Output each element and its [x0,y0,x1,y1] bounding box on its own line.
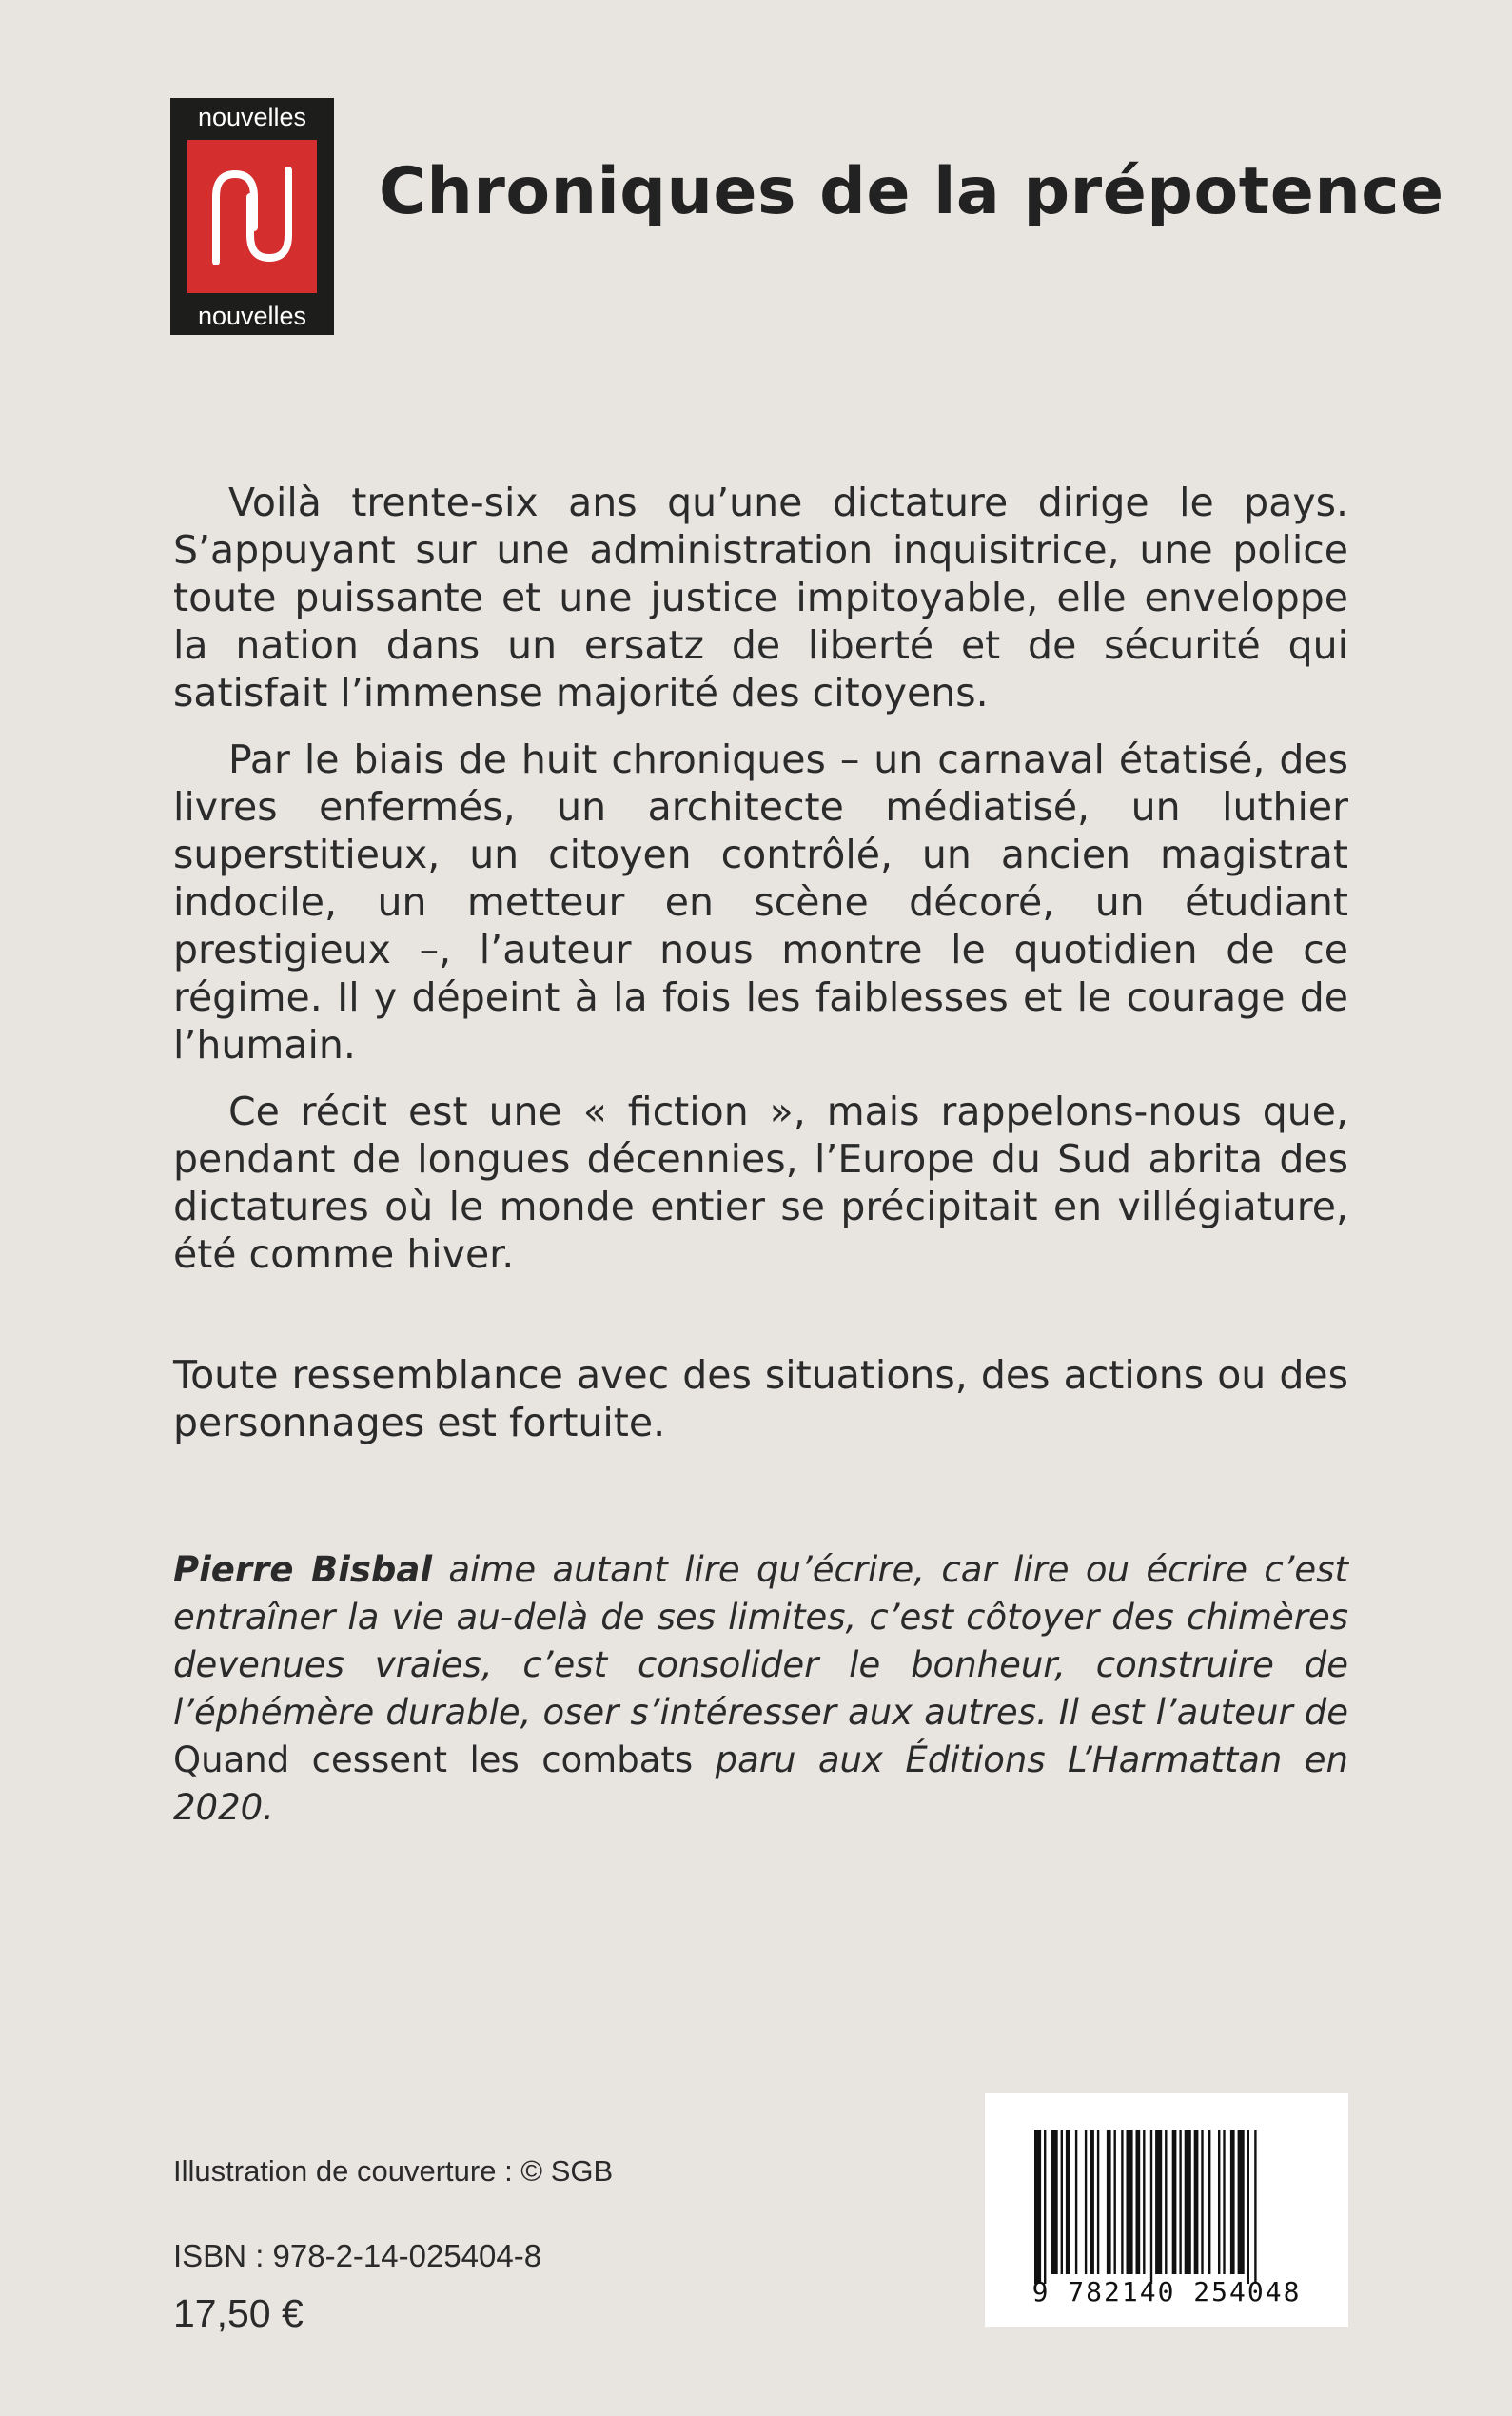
barcode-bar [1121,2130,1123,2274]
author-bio-text: aime autant lire qu’écrire, car lire ou écrire c’est entraîner la vie au-delà de ses limites, c’est côtoyer des chimères devenues vraies, c’est consolider le bonheur, construire de l’éphémère durable, oser s’intéresser aux autres. Il est l’auteur de [173,1549,1348,1733]
barcode-bar [1238,2130,1245,2274]
barcode-bar [1034,2130,1041,2284]
book-title: Chroniques de la prépotence [379,154,1444,229]
logo-red-field [187,140,317,293]
publisher-logo [170,98,334,335]
barcode-bar [1165,2130,1167,2274]
blurb-paragraph: Ce récit est une « fiction », mais rappelons-nous que, pendant de longues décennies, l’Europe du Sud abrita des dictatures où le monde entier se précipitait en villégiature, été comme hiver. [173,1089,1348,1277]
barcode-bar [1061,2130,1063,2274]
blurb-paragraph: Voilà trente-six ans qu’une dictature dirige le pays. S’appuyant sur une administration inquisitrice, une police toute puissante et une justice impitoyable, elle enveloppe la nation dans un ersatz de liberté et de sécurité qui satisfait l’immense majorité des citoyens. [173,480,1348,716]
barcode-bar [1136,2130,1141,2274]
barcode-bar [1155,2130,1162,2274]
logo-top-text: nouvelles [197,103,307,131]
author-bio [173,1546,1348,1832]
price: 17,50 € [173,2291,304,2335]
barcode-bar [1254,2130,1256,2284]
barcode-bar [1223,2130,1225,2274]
barcode-bar [1194,2130,1199,2274]
barcode-bar [1075,2130,1077,2274]
author-name: Pierre Bisbal [173,1549,433,1590]
barcode-bar [1179,2130,1181,2274]
barcode-digits: 9 782140 254048 [1031,2276,1302,2308]
barcode-bar [1172,2130,1177,2274]
cover-credit: Illustration de couverture : © SGB [173,2154,614,2188]
barcode-bar [1218,2130,1220,2274]
barcode-bar [1107,2130,1111,2274]
logo-bottom-text: nouvelles [197,302,307,330]
barcode-bar [1127,2130,1133,2274]
previous-book-title: Quand cessent les combats [173,1739,694,1780]
fiction-disclaimer: Toute ressemblance avec des situations, des actions ou des personnages est fortuite. [173,1352,1348,1445]
barcode-bar [1185,2130,1191,2274]
barcode-bar [1143,2130,1145,2274]
barcode-bar [1230,2130,1235,2274]
barcode [985,2093,1348,2327]
back-cover-blurb [173,479,1348,1297]
barcode-bar [1066,2130,1070,2274]
barcode-bar [1085,2130,1087,2274]
barcode-bar [1247,2130,1249,2284]
barcode-bar [1201,2130,1203,2274]
barcode-bar [1044,2130,1046,2284]
barcode-bar [1097,2130,1099,2274]
barcode-bar [1208,2130,1210,2274]
barcode-bar [1051,2130,1058,2274]
nu-monogram-icon [187,140,317,293]
barcode-bar [1090,2130,1094,2274]
barcode-bar [1114,2130,1116,2274]
barcode-bar [1150,2130,1152,2284]
author-bio-text: paru aux Éditions L’Harmattan en 2020. [173,1739,1348,1828]
blurb-paragraph: Par le biais de huit chroniques – un carnaval étatisé, des livres enfermés, un architecte médiatisé, un luthier superstitieux, un citoyen contrôlé, un ancien magistrat indocile, un metteur en scène décoré, un étudiant prestigieux –, l’auteur nous montre le quotidien de ce régime. Il y dépeint à la fois les faiblesses et le courage de l’humain. [173,737,1348,1068]
isbn: ISBN : 978-2-14-025404-8 [173,2238,542,2273]
